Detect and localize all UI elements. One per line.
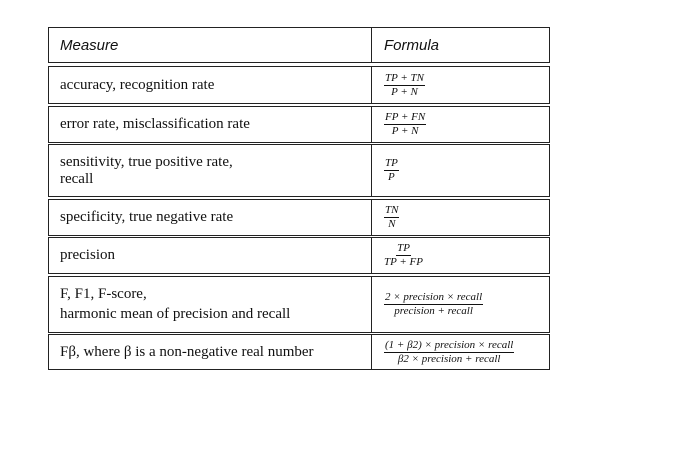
measure-cell: [49, 200, 372, 235]
header-formula: Formula: [384, 36, 440, 54]
measure-cell: [49, 335, 372, 369]
measure-text: Fβ, where β is a non-negative real number: [60, 343, 314, 360]
measure-cell: [49, 277, 372, 332]
table-row: [48, 334, 550, 370]
measure-cell: [49, 145, 372, 196]
formula-fraction: [384, 292, 483, 317]
formula-denominator: P: [388, 171, 395, 183]
formula-cell: [372, 67, 549, 103]
formula-cell: [372, 335, 549, 369]
formula-fraction: [384, 243, 423, 268]
formula-denominator: P + N: [391, 85, 418, 98]
table-row: [48, 237, 550, 274]
table-row: [48, 276, 550, 333]
measure-cell: [49, 67, 372, 103]
formula-numerator: (1 + β2) × precision × recall: [385, 338, 514, 351]
formula-denominator: TP + FP: [384, 256, 423, 268]
formula-numerator: TP + TN: [385, 71, 425, 84]
measure-text: harmonic mean of precision and recall: [60, 306, 291, 322]
formula-cell: [372, 145, 549, 196]
measure-text: F, F1, F-score,: [60, 286, 147, 302]
formula-numerator: FP + FN: [385, 110, 426, 123]
formula-denominator: P + N: [391, 124, 419, 137]
formula-numerator: 2 × precision × recall: [385, 290, 483, 303]
measure-text: specificity, true negative rate: [60, 208, 234, 225]
table-row: [48, 144, 550, 197]
formula-numerator: TP: [397, 242, 410, 254]
measure-text: recall: [60, 170, 94, 187]
measure-text: sensitivity, true positive rate,: [60, 153, 233, 170]
measure-cell: [49, 238, 372, 273]
formula-fraction: [384, 158, 399, 183]
formula-cell: [372, 277, 549, 332]
formula-numerator: TP: [385, 157, 398, 169]
formula-cell: [372, 200, 549, 235]
metrics-table: [48, 27, 550, 372]
measure-cell: [49, 107, 372, 142]
formula-denominator: N: [388, 217, 396, 230]
table-row: [48, 199, 550, 236]
formula-denominator: precision + recall: [394, 304, 473, 317]
formula-cell: [372, 107, 549, 142]
measure-text: precision: [60, 247, 115, 263]
formula-cell: [372, 238, 549, 273]
formula-fraction: [384, 112, 426, 137]
table-row: [48, 66, 550, 104]
header-measure: Measure: [49, 28, 372, 62]
formula-fraction: [384, 340, 514, 365]
formula-numerator: TN: [385, 203, 399, 216]
formula-fraction: [384, 73, 425, 98]
formula-denominator: β2 × precision + recall: [397, 352, 501, 365]
measure-text: error rate, misclassification rate: [60, 115, 250, 132]
formula-fraction: [384, 205, 399, 230]
table-row: [48, 106, 550, 143]
table-header-row: [48, 27, 550, 63]
measure-text: accuracy, recognition rate: [60, 76, 215, 93]
